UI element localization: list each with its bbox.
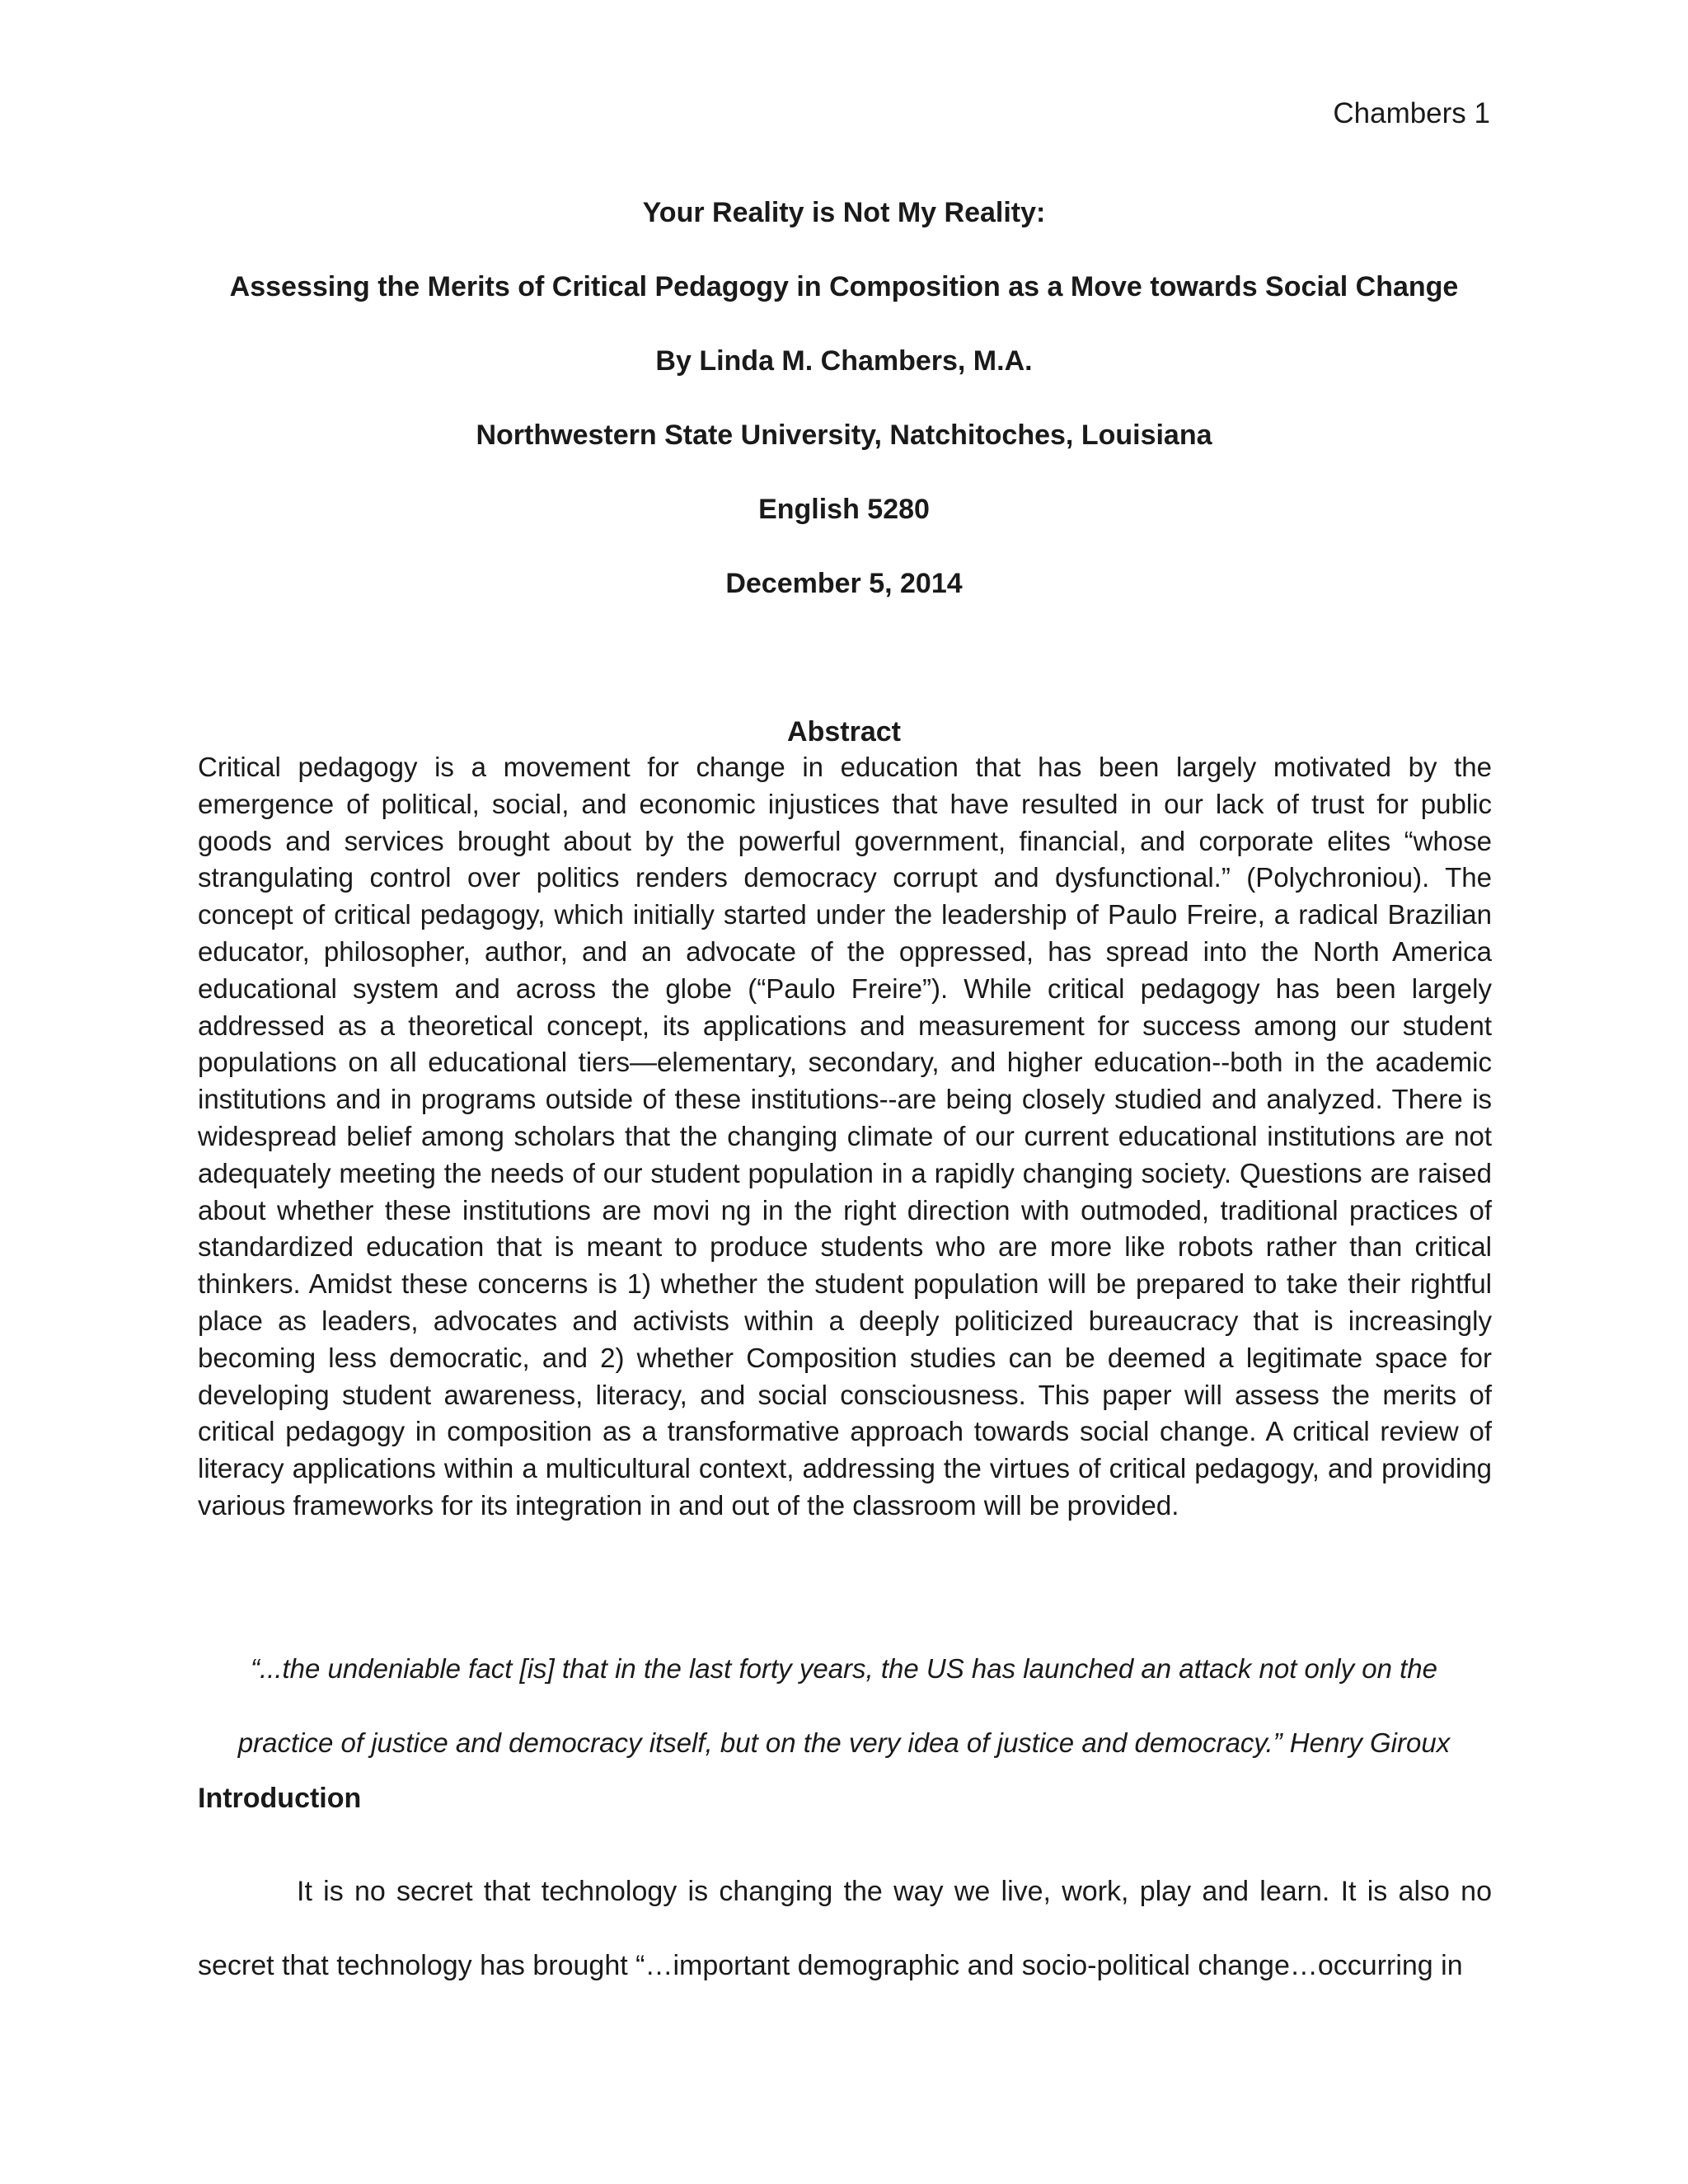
paper-subtitle: Assessing the Merits of Critical Pedagogy in Composition as a Move towards Social Change bbox=[229, 271, 1459, 302]
running-head: Chambers 1 bbox=[1333, 97, 1490, 129]
introduction-body: It is no secret that technology is changing the way we live, work, play and learn. It is also no secret that technology has brought “…important demographic and socio-political change…occurring in bbox=[198, 1876, 1492, 1981]
epigraph bbox=[0, 1632, 1688, 1780]
title-block bbox=[0, 194, 1688, 640]
date-line: December 5, 2014 bbox=[725, 568, 963, 599]
institution-line: Northwestern State University, Natchitoches, Louisiana bbox=[476, 419, 1212, 451]
abstract-body: Critical pedagogy is a movement for change in education that has been largely motivated by the emergence of political, social, and economic injustices that have resulted in our lack of trust for public goods and services brought about by the powerful government, financial, and corporate elites “whose strangulating control over politics renders democracy corrupt and dysfunctional.” (Polychroniou). The concept of critical pedagogy, which initially started under the leadership of Paulo Freire, a radical Brazilian educator, philosopher, author, and an advocate of the oppressed, has spread into the North America educational system and across the globe (“Paulo Freire”). While critical pedagogy has been largely addressed as a theoretical concept, its applications and measurement for success among our student populations on all educational tiers—elementary, secondary, and higher education--both in the academic institutions and in programs outside of these institutions--are being closely studied and analyzed. There is widespread belief among scholars that the changing climate of our current educational institutions are not adequately meeting the needs of our student population in a rapidly changing society. Questions are raised about whether these institutions are movi ng in the right direction with outmoded, traditional practices of standardized education that is meant to produce students who are more like robots rather than critical thinkers. Amidst these concerns is 1) whether the student population will be prepared to take their rightful place as leaders, advocates and activists within a deeply politicized bureaucracy that is increasingly becoming less democratic, and 2) whether Composition studies can be deemed a legitimate space for developing student awareness, literacy, and social consciousness. This paper will assess the merits of critical pedagogy in composition as a transformative approach towards social change. A critical review of literacy applications within a multicultural context, addressing the virtues of critical pedagogy, and providing various frameworks for its integration in and out of the classroom will be provided. bbox=[198, 752, 1492, 1521]
epigraph-line-2: practice of justice and democracy itself, but on the very idea of justice and democracy.” Henry Giroux bbox=[237, 1727, 1451, 1758]
abstract-heading: Abstract bbox=[787, 716, 901, 748]
epigraph-line-1: “...the undeniable fact [is] that in the last forty years, the US has launched an attack not only on the bbox=[250, 1653, 1438, 1684]
introduction-heading: Introduction bbox=[198, 1783, 362, 1814]
paper-title: Your Reality is Not My Reality: bbox=[642, 197, 1046, 228]
author-line: By Linda M. Chambers, M.A. bbox=[655, 345, 1033, 377]
course-line: English 5280 bbox=[758, 494, 930, 525]
